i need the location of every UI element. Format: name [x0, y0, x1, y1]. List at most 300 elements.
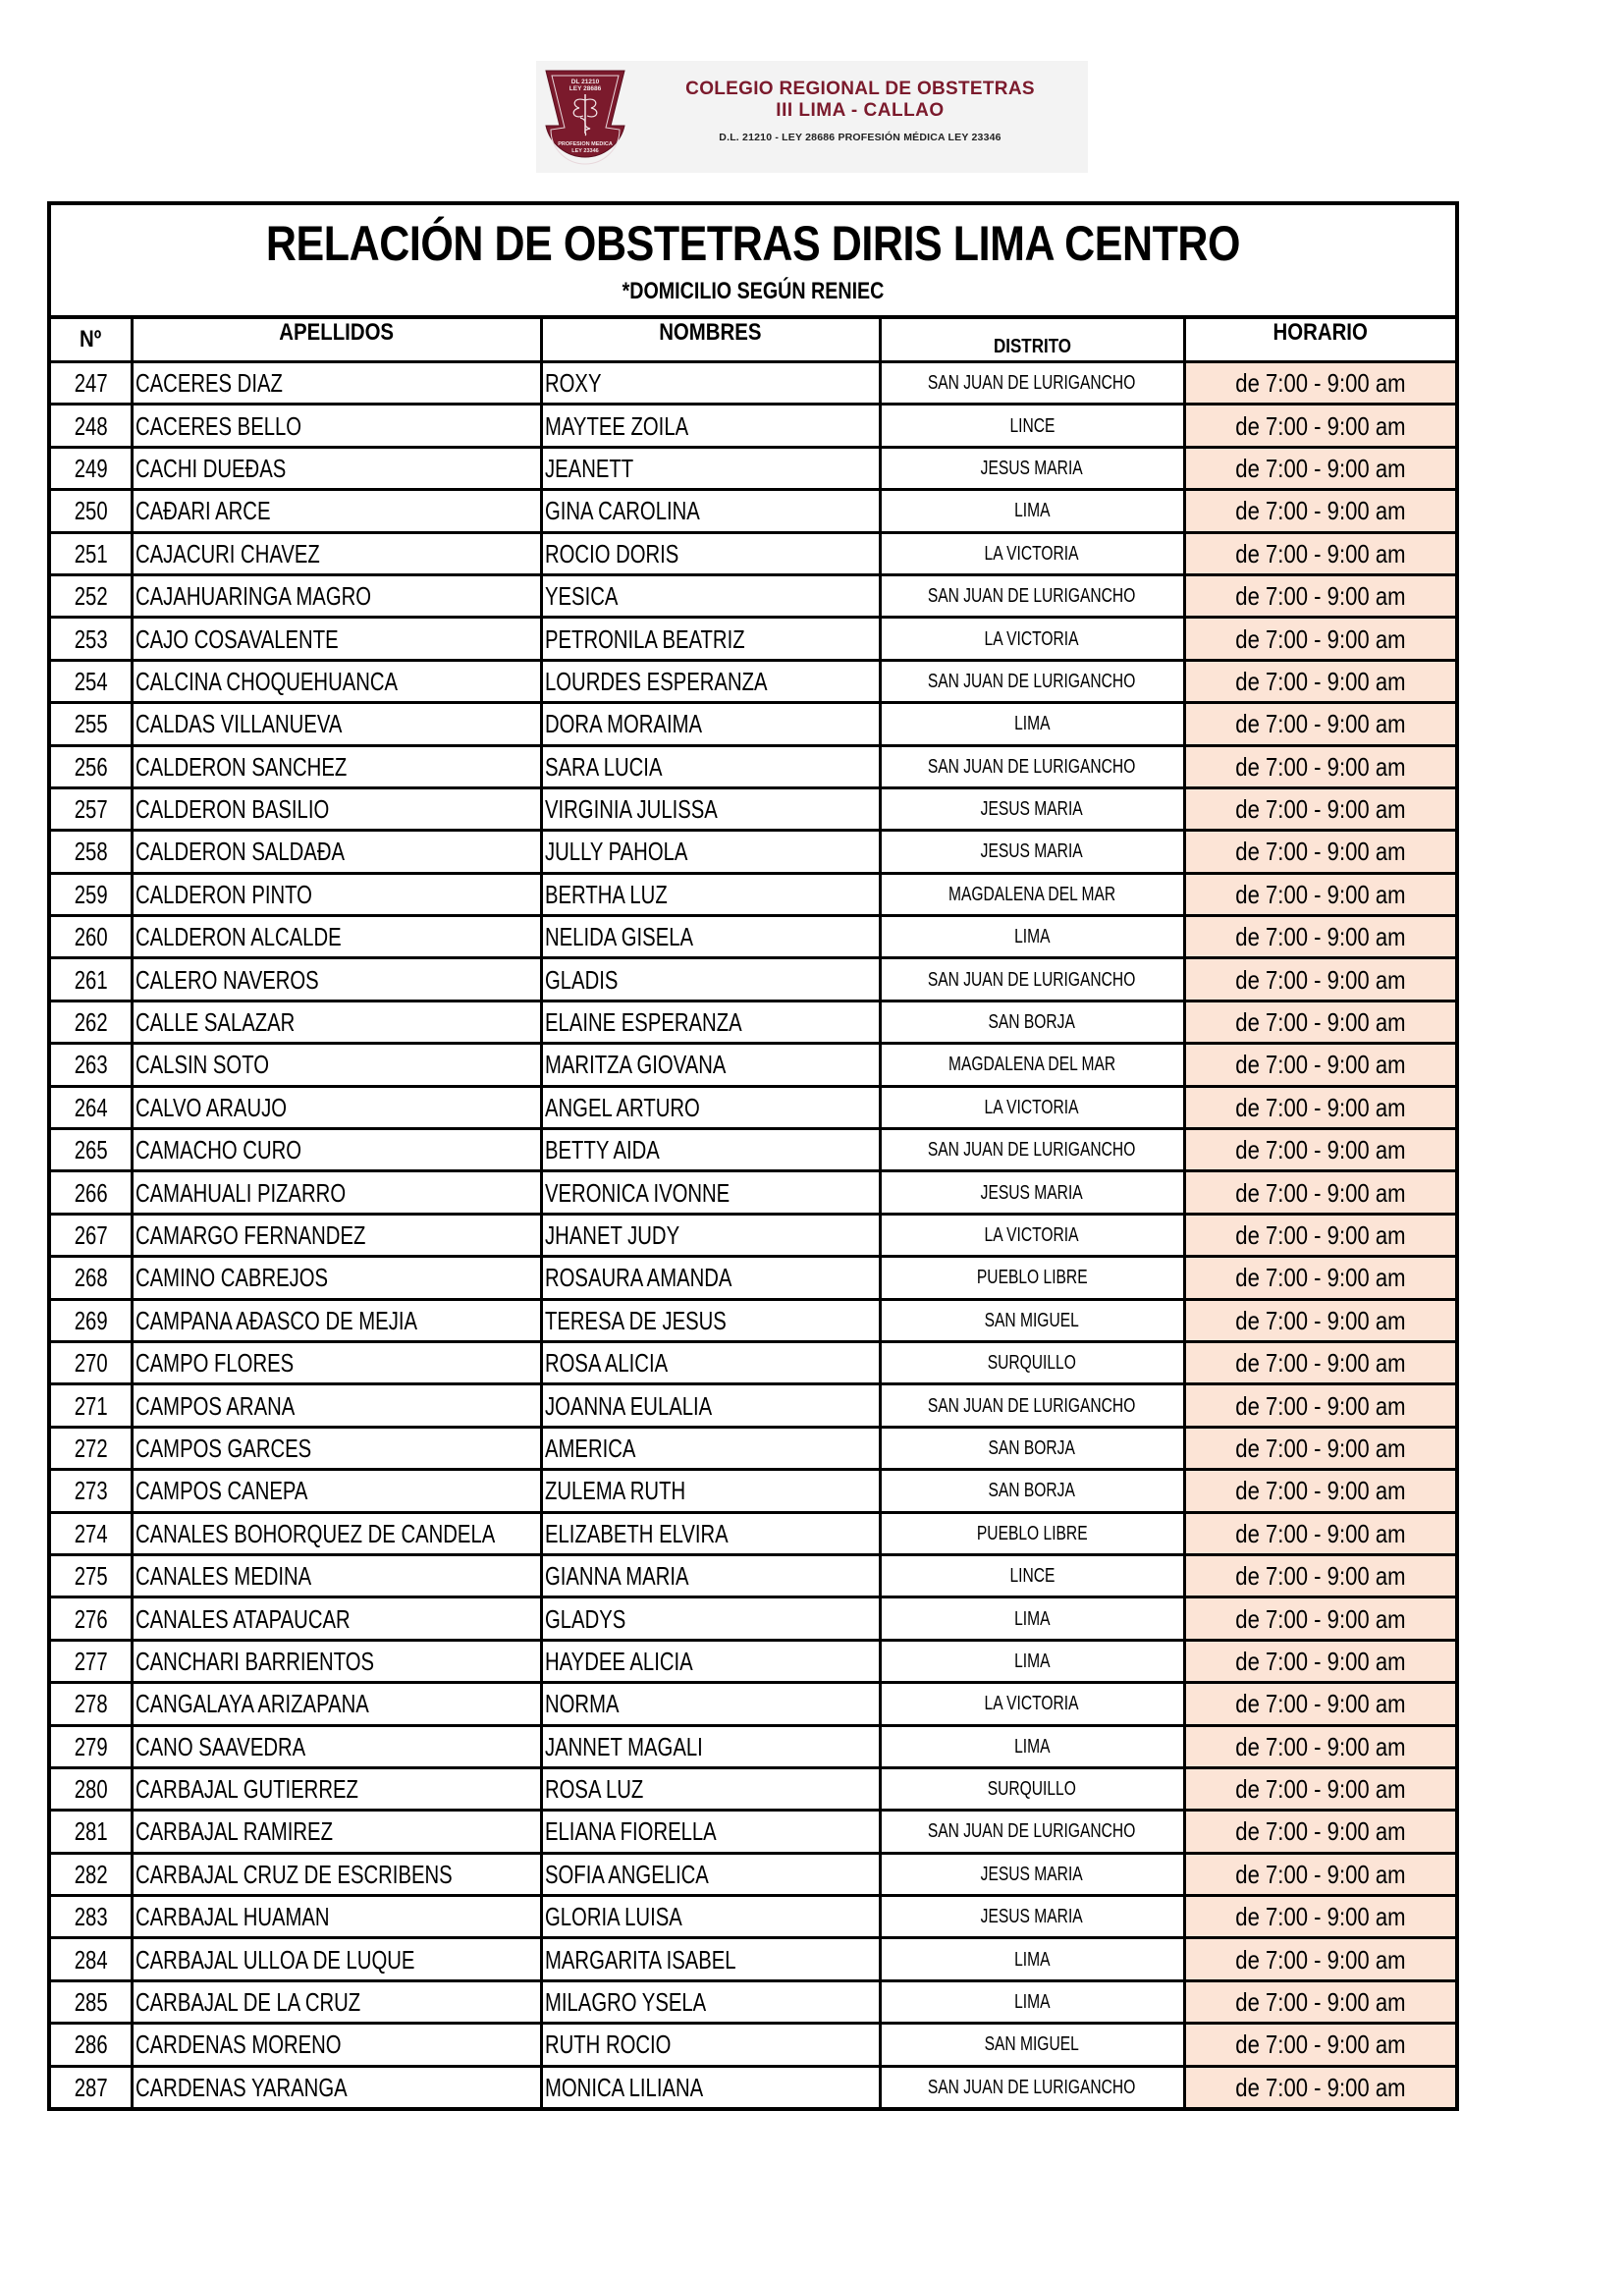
logo-banner: [536, 61, 1088, 173]
cell-apellidos-text: CALSIN SOTO: [135, 1050, 269, 1080]
cell-horario-text: de 7:00 - 9:00 am: [1235, 1944, 1406, 1975]
cell-nombres-text: JANNET MAGALI: [544, 1731, 703, 1761]
header-distrito: DISTRITO: [880, 319, 1184, 362]
cell-no: [51, 1725, 132, 1767]
cell-horario-text: de 7:00 - 9:00 am: [1235, 1092, 1406, 1122]
cell-horario: [1184, 447, 1455, 489]
cell-no: [51, 1299, 132, 1341]
cell-no: [51, 1767, 132, 1810]
cell-nombres: [541, 1341, 880, 1383]
cell-apellidos-text: CAMPOS GARCES: [135, 1433, 311, 1463]
cell-nombres: [541, 703, 880, 745]
emblem-top-line2: LEY 28686: [568, 85, 602, 92]
cell-no: [51, 916, 132, 958]
cell-horario: [1184, 490, 1455, 532]
cell-nombres: [541, 916, 880, 958]
cell-nombres: [541, 405, 880, 447]
cell-no: [51, 574, 132, 617]
cell-distrito-text: LINCE: [1009, 1565, 1055, 1588]
cell-nombres-text: SOFIA ANGELICA: [544, 1859, 709, 1889]
table-row: [51, 2024, 1455, 2066]
cell-apellidos: [132, 447, 541, 489]
cell-horario: [1184, 1341, 1455, 1383]
cell-distrito: [880, 703, 1184, 745]
cell-distrito: [880, 1044, 1184, 1086]
cell-distrito: [880, 1171, 1184, 1214]
cell-horario: [1184, 1427, 1455, 1469]
cell-horario: [1184, 1767, 1455, 1810]
cell-horario: [1184, 873, 1455, 915]
cell-no-text: 251: [74, 538, 108, 568]
cell-distrito-text: LA VICTORIA: [985, 1224, 1079, 1246]
cell-horario-text: de 7:00 - 9:00 am: [1235, 1177, 1406, 1208]
cell-distrito: [880, 1341, 1184, 1383]
cell-nombres-text: MILAGRO YSELA: [544, 1987, 706, 2018]
table-row: [51, 574, 1455, 617]
cell-horario: [1184, 1299, 1455, 1341]
cell-distrito: [880, 1597, 1184, 1640]
header-no: Nº: [51, 319, 132, 362]
cell-apellidos-text: CARBAJAL HUAMAN: [135, 1902, 330, 1932]
table-body: [51, 362, 1455, 2108]
cell-apellidos-text: CAMPOS ARANA: [135, 1390, 295, 1421]
cell-no-text: 285: [74, 1987, 108, 2018]
cell-nombres: [541, 1171, 880, 1214]
cell-nombres: [541, 831, 880, 873]
cell-horario: [1184, 362, 1455, 405]
table-row: [51, 1896, 1455, 1938]
cell-nombres-text: PETRONILA BEATRIZ: [544, 623, 745, 654]
cell-distrito-text: JESUS MARIA: [980, 1181, 1084, 1204]
cell-apellidos: [132, 618, 541, 660]
cell-apellidos-text: CALCINA CHOQUEHUANCA: [135, 666, 398, 696]
cell-no-text: 264: [74, 1092, 108, 1122]
cell-nombres-text: ELAINE ESPERANZA: [544, 1007, 742, 1038]
cell-apellidos: [132, 1980, 541, 2023]
cell-horario: [1184, 1896, 1455, 1938]
cell-apellidos-text: CARBAJAL DE LA CRUZ: [135, 1987, 360, 2018]
table-row: [51, 1767, 1455, 1810]
cell-distrito: [880, 1299, 1184, 1341]
cell-distrito: [880, 2066, 1184, 2107]
cell-no-text: 249: [74, 453, 108, 483]
cell-distrito-text: LIMA: [1013, 1607, 1051, 1630]
cell-horario-text: de 7:00 - 9:00 am: [1235, 666, 1406, 696]
cell-nombres: [541, 2066, 880, 2107]
cell-no-text: 250: [74, 496, 108, 526]
cell-horario: [1184, 1001, 1455, 1043]
cell-apellidos: [132, 1597, 541, 1640]
cell-no: [51, 532, 132, 574]
cell-distrito-text: LIMA: [1013, 1650, 1051, 1672]
cell-apellidos: [132, 831, 541, 873]
cell-distrito-text: JESUS MARIA: [980, 840, 1084, 863]
cell-no-text: 282: [74, 1859, 108, 1889]
cell-horario-text: de 7:00 - 9:00 am: [1235, 751, 1406, 782]
cell-apellidos: [132, 1214, 541, 1256]
cell-horario-text: de 7:00 - 9:00 am: [1235, 1603, 1406, 1634]
cell-no: [51, 1597, 132, 1640]
cell-no-text: 259: [74, 879, 108, 909]
cell-nombres-text: TERESA DE JESUS: [544, 1305, 727, 1335]
cell-horario: [1184, 1683, 1455, 1725]
cell-apellidos: [132, 1938, 541, 1980]
cell-apellidos-text: CALVO ARAUJO: [135, 1092, 287, 1122]
cell-apellidos-text: CALLE SALAZAR: [135, 1007, 295, 1038]
cell-nombres: [541, 1597, 880, 1640]
cell-horario: [1184, 958, 1455, 1001]
cell-apellidos: [132, 703, 541, 745]
cell-horario: [1184, 2024, 1455, 2066]
cell-distrito-text: SAN MIGUEL: [984, 2033, 1080, 2056]
cell-nombres: [541, 618, 880, 660]
cell-apellidos-text: CALDAS VILLANUEVA: [135, 709, 342, 739]
cell-apellidos: [132, 1683, 541, 1725]
cell-no: [51, 1853, 132, 1895]
cell-nombres: [541, 1470, 880, 1512]
table-row: [51, 660, 1455, 702]
cell-horario-text: de 7:00 - 9:00 am: [1235, 1220, 1406, 1250]
cell-apellidos-text: CAMINO CABREJOS: [135, 1263, 328, 1293]
cell-no-text: 252: [74, 581, 108, 612]
cell-apellidos-text: CANO SAAVEDRA: [135, 1731, 305, 1761]
cell-no: [51, 1171, 132, 1214]
cell-apellidos: [132, 1725, 541, 1767]
cell-horario-text: de 7:00 - 9:00 am: [1235, 794, 1406, 825]
cell-distrito: [880, 958, 1184, 1001]
cell-nombres: [541, 1299, 880, 1341]
cell-distrito-text: MAGDALENA DEL MAR: [947, 883, 1116, 905]
cell-distrito: [880, 1683, 1184, 1725]
cell-horario-text: de 7:00 - 9:00 am: [1235, 1774, 1406, 1805]
cell-distrito-text: SAN JUAN DE LURIGANCHO: [928, 1820, 1136, 1843]
cell-distrito-text: SURQUILLO: [987, 1778, 1077, 1801]
cell-distrito-text: JESUS MARIA: [980, 457, 1084, 479]
cell-distrito-text: LA VICTORIA: [985, 627, 1079, 650]
cell-apellidos: [132, 1512, 541, 1554]
table-row: [51, 873, 1455, 915]
cell-apellidos: [132, 1767, 541, 1810]
cell-distrito: [880, 1001, 1184, 1043]
cell-no: [51, 1341, 132, 1383]
cell-apellidos-text: CALDERON ALCALDE: [135, 922, 342, 952]
table-header-row: [51, 319, 1455, 362]
cell-distrito: [880, 447, 1184, 489]
cell-horario: [1184, 1853, 1455, 1895]
cell-apellidos-text: CACERES BELLO: [135, 410, 301, 441]
cell-horario-text: de 7:00 - 9:00 am: [1235, 1689, 1406, 1719]
table-row: [51, 1044, 1455, 1086]
cell-no-text: 277: [74, 1646, 108, 1676]
cell-no-text: 272: [74, 1433, 108, 1463]
cell-horario: [1184, 787, 1455, 830]
cell-horario-text: de 7:00 - 9:00 am: [1235, 1305, 1406, 1335]
cell-nombres: [541, 1683, 880, 1725]
cell-horario: [1184, 1725, 1455, 1767]
cell-nombres-text: GLADYS: [544, 1603, 625, 1634]
cell-horario: [1184, 1171, 1455, 1214]
table-row: [51, 1811, 1455, 1853]
cell-distrito: [880, 1767, 1184, 1810]
cell-no: [51, 1980, 132, 2023]
cell-apellidos: [132, 916, 541, 958]
cell-horario: [1184, 1214, 1455, 1256]
cell-nombres: [541, 1554, 880, 1597]
header-apellidos: APELLIDOS: [132, 319, 541, 362]
cell-nombres-text: LOURDES ESPERANZA: [544, 666, 768, 696]
cell-apellidos-text: CALDERON SALDAĐA: [135, 837, 345, 867]
cell-horario-text: de 7:00 - 9:00 am: [1235, 2029, 1406, 2060]
cell-apellidos: [132, 362, 541, 405]
table-row: [51, 1257, 1455, 1299]
cell-distrito-text: SAN BORJA: [988, 1480, 1076, 1502]
logo-org-name: COLEGIO REGIONAL DE OBSTETRAS: [685, 79, 1035, 99]
cell-nombres: [541, 1853, 880, 1895]
cell-no-text: 256: [74, 751, 108, 782]
cell-distrito: [880, 1811, 1184, 1853]
cell-nombres: [541, 574, 880, 617]
cell-horario-text: de 7:00 - 9:00 am: [1235, 1135, 1406, 1165]
cell-horario-text: de 7:00 - 9:00 am: [1235, 709, 1406, 739]
cell-apellidos-text: CAJACURI CHAVEZ: [135, 538, 320, 568]
cell-no: [51, 660, 132, 702]
cell-distrito: [880, 362, 1184, 405]
cell-no: [51, 2066, 132, 2107]
cell-distrito-text: SAN BORJA: [988, 1436, 1076, 1459]
cell-distrito-text: JESUS MARIA: [980, 1863, 1084, 1885]
cell-apellidos: [132, 1853, 541, 1895]
cell-nombres-text: VIRGINIA JULISSA: [544, 794, 718, 825]
cell-nombres: [541, 1427, 880, 1469]
cell-no-text: 281: [74, 1816, 108, 1847]
cell-nombres: [541, 1980, 880, 2023]
cell-horario-text: de 7:00 - 9:00 am: [1235, 368, 1406, 399]
cell-horario: [1184, 1384, 1455, 1427]
cell-nombres-text: RUTH ROCIO: [544, 2029, 671, 2060]
cell-apellidos-text: CAMARGO FERNANDEZ: [135, 1220, 365, 1250]
cell-nombres-text: ROXY: [544, 368, 601, 399]
table-row: [51, 703, 1455, 745]
table-row: [51, 1384, 1455, 1427]
cell-no: [51, 2024, 132, 2066]
cell-apellidos: [132, 1129, 541, 1171]
cell-nombres-text: JULLY PAHOLA: [544, 837, 687, 867]
cell-nombres: [541, 787, 880, 830]
obstetras-sheet: [47, 201, 1459, 2111]
cell-apellidos-text: CAĐARI ARCE: [135, 496, 270, 526]
cell-horario: [1184, 1980, 1455, 2023]
cell-apellidos: [132, 1001, 541, 1043]
cell-nombres-text: AMERICA: [544, 1433, 635, 1463]
cell-distrito: [880, 1257, 1184, 1299]
cell-nombres-text: ANGEL ARTURO: [544, 1092, 700, 1122]
table-row: [51, 1299, 1455, 1341]
cell-apellidos: [132, 1470, 541, 1512]
cell-no: [51, 447, 132, 489]
cell-no-text: 254: [74, 666, 108, 696]
cell-horario-text: de 7:00 - 9:00 am: [1235, 1561, 1406, 1592]
table-row: [51, 1938, 1455, 1980]
table-row: [51, 1001, 1455, 1043]
cell-apellidos: [132, 2066, 541, 2107]
cell-nombres-text: VERONICA IVONNE: [544, 1177, 730, 1208]
cell-distrito-text: LA VICTORIA: [985, 542, 1079, 565]
cell-apellidos: [132, 745, 541, 787]
cell-horario: [1184, 1470, 1455, 1512]
cell-horario: [1184, 916, 1455, 958]
table-row: [51, 1597, 1455, 1640]
cell-apellidos-text: CARBAJAL RAMIREZ: [135, 1816, 333, 1847]
cell-nombres: [541, 362, 880, 405]
cell-distrito: [880, 1086, 1184, 1128]
cell-distrito-text: MAGDALENA DEL MAR: [947, 1054, 1116, 1076]
cell-nombres-text: GIANNA MARIA: [544, 1561, 689, 1592]
cell-horario: [1184, 831, 1455, 873]
cell-no: [51, 1129, 132, 1171]
cell-apellidos-text: CANALES MEDINA: [135, 1561, 311, 1592]
table-row: [51, 1214, 1455, 1256]
cell-nombres: [541, 1001, 880, 1043]
cell-nombres: [541, 490, 880, 532]
cell-nombres: [541, 1640, 880, 1682]
cell-horario: [1184, 1129, 1455, 1171]
table-row: [51, 1980, 1455, 2023]
cell-apellidos-text: CARBAJAL GUTIERREZ: [135, 1774, 358, 1805]
cell-apellidos: [132, 1640, 541, 1682]
cell-nombres-text: GLADIS: [544, 964, 618, 995]
cell-horario-text: de 7:00 - 9:00 am: [1235, 1007, 1406, 1038]
cell-distrito: [880, 490, 1184, 532]
cell-horario-text: de 7:00 - 9:00 am: [1235, 1859, 1406, 1889]
cell-no-text: 279: [74, 1731, 108, 1761]
cell-nombres-text: MARGARITA ISABEL: [544, 1944, 736, 1975]
cell-no: [51, 1427, 132, 1469]
document-title: RELACIÓN DE OBSTETRAS DIRIS LIMA CENTRO: [265, 216, 1241, 271]
cell-distrito: [880, 2024, 1184, 2066]
table-row: [51, 362, 1455, 405]
cell-no: [51, 1470, 132, 1512]
obstetras-table: [51, 319, 1455, 2107]
cell-no: [51, 618, 132, 660]
cell-horario-text: de 7:00 - 9:00 am: [1235, 1646, 1406, 1676]
cell-distrito-text: LIMA: [1013, 500, 1051, 522]
cell-nombres: [541, 958, 880, 1001]
cell-horario-text: de 7:00 - 9:00 am: [1235, 964, 1406, 995]
cell-apellidos-text: CAMAHUALI PIZARRO: [135, 1177, 346, 1208]
cell-horario: [1184, 2066, 1455, 2107]
cell-distrito: [880, 1938, 1184, 1980]
cell-distrito: [880, 405, 1184, 447]
cell-no: [51, 703, 132, 745]
table-row: [51, 958, 1455, 1001]
cell-horario: [1184, 1938, 1455, 1980]
cell-apellidos-text: CAJO COSAVALENTE: [135, 623, 339, 654]
table-row: [51, 1171, 1455, 1214]
cell-horario: [1184, 1554, 1455, 1597]
table-row: [51, 1129, 1455, 1171]
cell-apellidos-text: CAMPANA AĐASCO DE MEJIA: [135, 1305, 417, 1335]
cell-nombres-text: JEANETT: [544, 453, 633, 483]
cell-distrito: [880, 1470, 1184, 1512]
cell-no: [51, 1001, 132, 1043]
cell-horario: [1184, 618, 1455, 660]
cell-nombres: [541, 1725, 880, 1767]
cell-apellidos-text: CALERO NAVEROS: [135, 964, 319, 995]
cell-no: [51, 490, 132, 532]
cell-distrito-text: PUEBLO LIBRE: [976, 1522, 1088, 1544]
cell-no-text: 258: [74, 837, 108, 867]
cell-nombres-text: GLORIA LUISA: [544, 1902, 682, 1932]
table-row: [51, 532, 1455, 574]
cell-horario-text: de 7:00 - 9:00 am: [1235, 879, 1406, 909]
cell-apellidos: [132, 1554, 541, 1597]
cell-nombres-text: NORMA: [544, 1689, 619, 1719]
table-row: [51, 2066, 1455, 2107]
cell-horario-text: de 7:00 - 9:00 am: [1235, 453, 1406, 483]
cell-distrito-text: LIMA: [1013, 1948, 1051, 1971]
cell-no: [51, 1938, 132, 1980]
obstetras-emblem-icon: [544, 67, 626, 169]
cell-distrito: [880, 1640, 1184, 1682]
cell-apellidos-text: CAJAHUARINGA MAGRO: [135, 581, 371, 612]
cell-nombres-text: ELIZABETH ELVIRA: [544, 1518, 729, 1548]
cell-apellidos: [132, 574, 541, 617]
cell-no: [51, 362, 132, 405]
cell-distrito-text: LIMA: [1013, 1991, 1051, 2014]
cell-horario: [1184, 745, 1455, 787]
cell-no: [51, 1214, 132, 1256]
cell-no-text: 275: [74, 1561, 108, 1592]
cell-no: [51, 1640, 132, 1682]
cell-apellidos-text: CALDERON SANCHEZ: [135, 751, 347, 782]
cell-no-text: 261: [74, 964, 108, 995]
cell-no-text: 248: [74, 410, 108, 441]
cell-distrito: [880, 532, 1184, 574]
cell-horario: [1184, 1044, 1455, 1086]
table-row: [51, 447, 1455, 489]
cell-no-text: 273: [74, 1476, 108, 1506]
cell-nombres: [541, 1129, 880, 1171]
cell-distrito-text: SURQUILLO: [987, 1352, 1077, 1375]
cell-nombres: [541, 2024, 880, 2066]
cell-no-text: 260: [74, 922, 108, 952]
emblem-top-line1: DL 21210: [570, 79, 600, 85]
emblem-bottom-line2: LEY 23346: [571, 148, 599, 154]
cell-horario-text: de 7:00 - 9:00 am: [1235, 1433, 1406, 1463]
cell-no-text: 284: [74, 1944, 108, 1975]
cell-distrito-text: JESUS MARIA: [980, 1906, 1084, 1928]
cell-no-text: 268: [74, 1263, 108, 1293]
cell-horario-text: de 7:00 - 9:00 am: [1235, 1348, 1406, 1379]
cell-horario-text: de 7:00 - 9:00 am: [1235, 1263, 1406, 1293]
cell-no: [51, 787, 132, 830]
cell-horario: [1184, 574, 1455, 617]
table-row: [51, 1427, 1455, 1469]
cell-nombres-text: JHANET JUDY: [544, 1220, 679, 1250]
cell-nombres-text: ROSA LUZ: [544, 1774, 643, 1805]
header-horario: HORARIO: [1184, 319, 1455, 362]
cell-apellidos: [132, 1427, 541, 1469]
cell-apellidos: [132, 787, 541, 830]
cell-no: [51, 1554, 132, 1597]
cell-horario: [1184, 1257, 1455, 1299]
cell-apellidos: [132, 1341, 541, 1383]
cell-apellidos-text: CALDERON BASILIO: [135, 794, 329, 825]
cell-nombres: [541, 1811, 880, 1853]
cell-nombres-text: GINA CAROLINA: [544, 496, 700, 526]
emblem-bottom-line1: PROFESION MEDICA: [558, 141, 613, 147]
cell-nombres: [541, 873, 880, 915]
